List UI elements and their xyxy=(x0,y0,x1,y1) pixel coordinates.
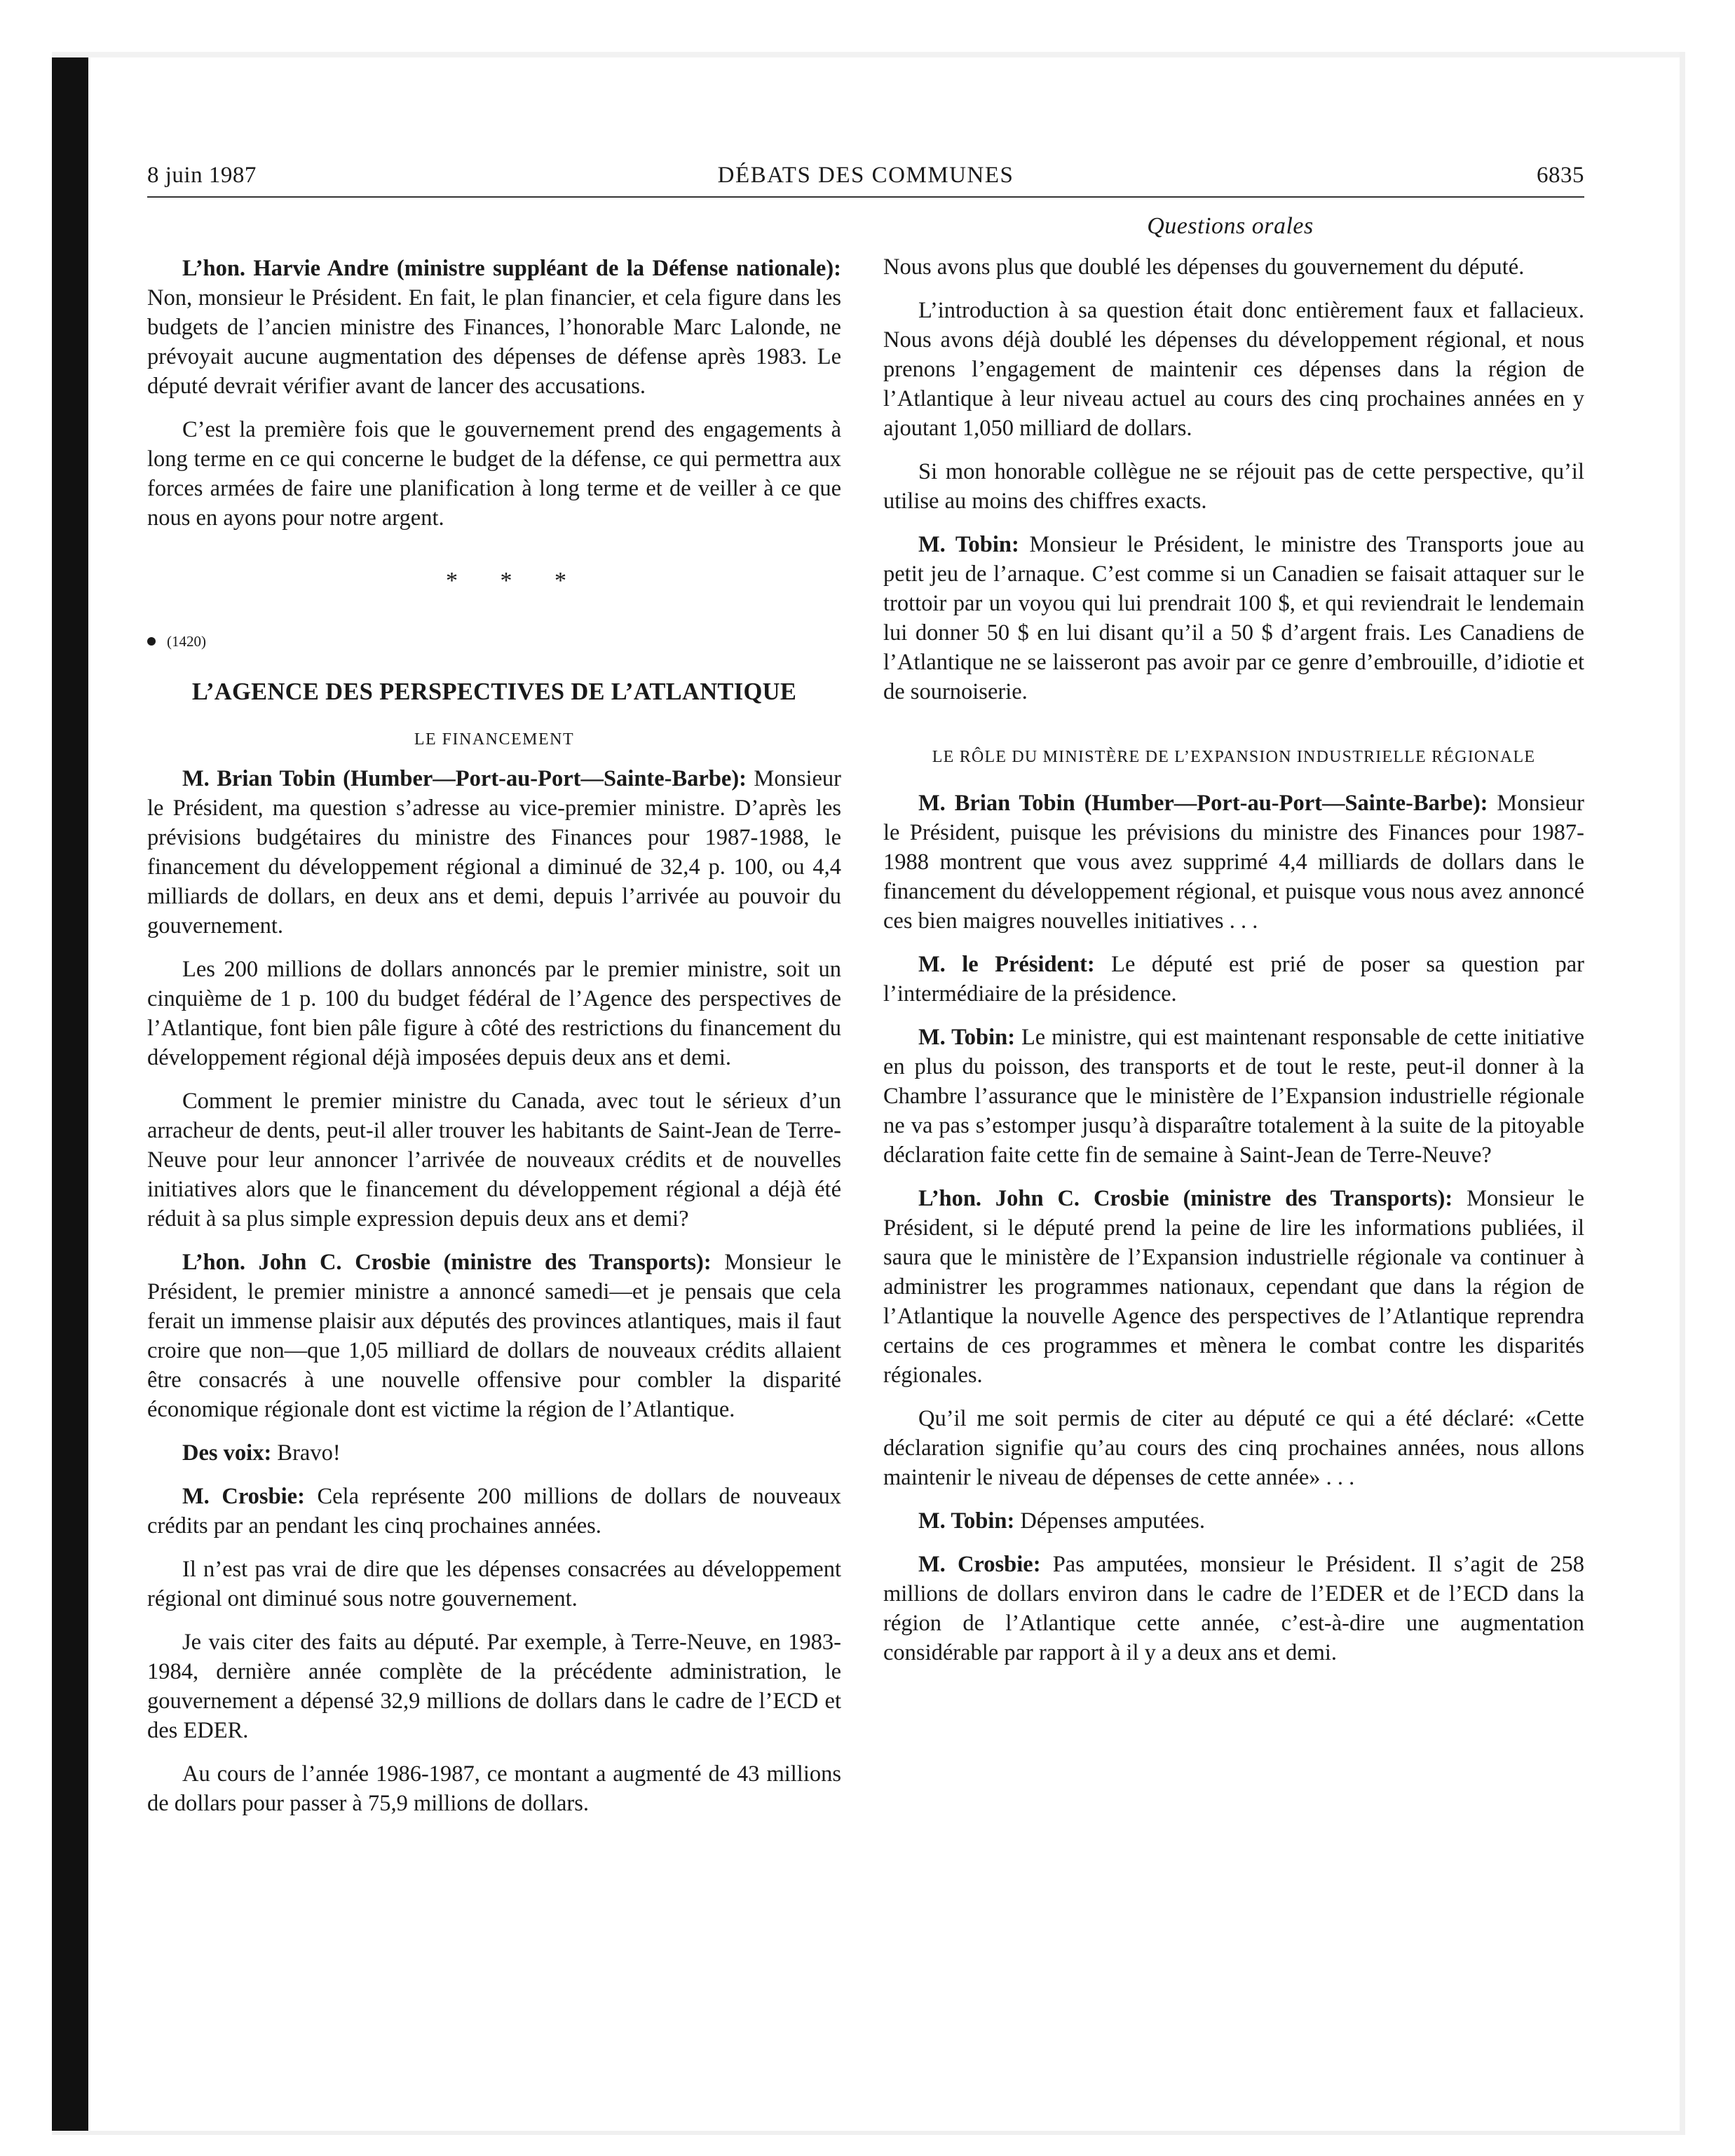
paragraph-text: Monsieur le Président, si le député prend la peine de lire les informations publiées, il saura que le ministère de l’Expansion industrielle régionale va continuer à administrer les programmes nationaux, cependant que dans la région de l’Atlantique la nouvelle Agence des perspectives de l’Atlantique reprendra certains de ces programmes et mènera le combat contre les disparités régionales. xyxy=(883,1186,1585,1388)
paragraph xyxy=(147,1248,841,1424)
scan-border-left xyxy=(52,52,88,2135)
paragraph-text: Cela représente 200 millions de dollars de nouveaux crédits par an pendant les cinq prochaines années. xyxy=(147,1484,842,1538)
paragraph-text: Dépenses amputées. xyxy=(1014,1508,1205,1534)
paragraph xyxy=(883,1506,1584,1536)
speaker-name: M. le Président: xyxy=(918,952,1095,977)
paragraph xyxy=(883,1023,1584,1170)
scan-border-top xyxy=(52,52,1685,57)
paragraph xyxy=(883,1404,1584,1492)
topic-heading: L’AGENCE DES PERSPECTIVES DE L’ATLANTIQUE xyxy=(191,678,797,705)
paragraph xyxy=(147,1555,841,1613)
speaker-name: M. Crosbie: xyxy=(182,1484,305,1509)
paragraph xyxy=(883,457,1584,516)
scan-border-bottom xyxy=(52,2131,1685,2135)
paragraph-text: Comment le premier ministre du Canada, avec tout le sérieux d’un arracheur de dents, peut-il aller trouver les habitants de Saint-Jean de Terre-Neuve pour leur annoncer l’arrivée de nouveaux crédits et de nouvelles initiatives alors que le financement du développement régional a déjà été réduit à sa plus simple expression depuis deux ans et demi? xyxy=(147,1089,841,1231)
document-page xyxy=(147,163,1584,2111)
header-publication: DÉBATS DES COMMUNES xyxy=(717,163,1014,188)
paragraph xyxy=(883,530,1584,707)
header-page-number: 6835 xyxy=(1537,163,1584,188)
paragraph xyxy=(147,1438,841,1468)
paragraph xyxy=(147,1086,841,1234)
header-rule xyxy=(147,196,1584,198)
paragraph-text: Monsieur le Président, ma question s’adresse au vice-premier ministre. D’après les prévisions budgétaires du ministre des Finances pour 1987-1988, le financement du développement régional a diminué de 32,4 p. 100, ou 4,4 milliards de dollars, en deux ans et demi, depuis l’arrivée au pouvoir du gouvernement. xyxy=(147,766,842,939)
paragraph xyxy=(883,296,1584,443)
speaker-name: L’hon. John C. Crosbie (ministre des Transports): xyxy=(182,1250,712,1275)
speaker-name: M. Brian Tobin (Humber—Port-au-Port—Sainte-Barbe): xyxy=(918,791,1488,816)
paragraph-text: Au cours de l’année 1986-1987, ce montant a augmenté de 43 millions de dollars pour passer à 75,9 millions de dollars. xyxy=(147,1761,841,1816)
paragraph-text: Si mon honorable collègue ne se réjouit pas de cette perspective, qu’il utilise au moins des chiffres exacts. xyxy=(883,459,1584,514)
paragraph xyxy=(883,1184,1584,1390)
paragraph-text: Monsieur le Président, le ministre des Transports joue au petit jeu de l’arnaque. C’est comme si un Canadien se faisait attaquer sur le trottoir par un voyou qui lui prendrait 100 $, et qui reviendrait le lendemain lui donner 50 $ en lui disant qu’il a 50 $ d’argent frais. Les Canadiens de l’Atlantique ne se laisseront pas avoir par ce genre d’embrouille, d’idiotie et de sournoiserie. xyxy=(883,532,1584,704)
paragraph-text: Pas amputées, monsieur le Président. Il s’agit de 258 millions de dollars environ dans le cadre de l’EDER et de l’ECD dans la région de l’Atlantique cette année, c’est-à-dire une augmentation considérable par rapport à il y a deux ans et demi. xyxy=(883,1552,1584,1665)
paragraph-text: Les 200 millions de dollars annoncés par le premier ministre, soit un cinquième de 1 p. 100 du budget fédéral de l’Agence des perspectives de l’Atlantique, font bien pâle figure à côté des restrictions du financement du développement régional déjà imposées depuis deux ans et demi. xyxy=(147,957,841,1070)
paragraph-text: Non, monsieur le Président. En fait, le plan financier, et cela figure dans les budgets de l’ancien ministre des Finances, l’honorable Marc Lalonde, ne prévoyait aucune augmentation des dépenses de défense après 1983. Le député devrait vérifier avant de lancer des accusations. xyxy=(147,285,841,399)
section-title: Questions orales xyxy=(1147,213,1314,239)
paragraph-text: Bravo! xyxy=(271,1440,341,1466)
paragraph xyxy=(147,1759,841,1818)
paragraph-text: Monsieur le Président, le premier ministre a annoncé samedi—et je pensais que cela ferait un immense plaisir aux députés des provinces atlantiques, mais il faut croire que non—que 1,05 milliard de dollars de nouveaux crédits allaient être consacrés à une nouvelle offensive pour combler la disparité économique régionale dont est victime la région de l’Atlantique. xyxy=(147,1250,842,1422)
paragraph xyxy=(147,1628,841,1745)
paragraph xyxy=(147,764,841,941)
paragraph-text: Le député est prié de poser sa question par l’intermédiaire de la présidence. xyxy=(883,952,1584,1007)
paragraph xyxy=(883,950,1584,1009)
paragraph-text: Le ministre, qui est maintenant responsable de cette initiative en plus du poisson, des transports et de tout le reste, peut-il donner à la Chambre l’assurance que le ministère de l’Expansion industrielle régionale ne va pas s’estomper jusqu’à disparaître totalement à la suite de la pitoyable déclaration faite cette fin de semaine à Saint-Jean de Terre-Neuve? xyxy=(883,1025,1584,1168)
paragraph-text: Qu’il me soit permis de citer au député ce qui a été déclaré: «Cette déclaration signifie qu’au cours des cinq prochaines années, nous allons maintenir le niveau de dépenses de cette année» . . . xyxy=(883,1406,1584,1490)
paragraph xyxy=(147,1482,841,1541)
speaker-name: L’hon. John C. Crosbie (ministre des Transports): xyxy=(918,1186,1453,1211)
paragraph xyxy=(147,955,841,1072)
right-column xyxy=(883,252,1584,1681)
speaker-name: L’hon. Harvie Andre (ministre suppléant de la Défense nationale): xyxy=(182,256,841,281)
speaker-name: Des voix: xyxy=(182,1440,272,1466)
bullet-icon xyxy=(147,637,156,646)
paragraph xyxy=(883,1550,1584,1667)
paragraph-text: Je vais citer des faits au député. Par exemple, à Terre-Neuve, en 1983-1984, dernière année complète de la précédente administration, le gouvernement a dépensé 32,9 millions de dollars dans le cadre de l’ECD et des EDER. xyxy=(147,1630,841,1743)
speaker-name: M. Tobin: xyxy=(918,1025,1016,1050)
subtopic-heading: LE RÔLE DU MINISTÈRE DE L’EXPANSION INDUSTRIELLE RÉGIONALE xyxy=(932,748,1536,766)
paragraph xyxy=(147,254,841,401)
section-separator: * * * xyxy=(446,568,585,594)
timestamp-text: (1420) xyxy=(167,633,206,650)
paragraph xyxy=(883,252,1584,282)
scan-border-right xyxy=(1680,52,1685,2135)
header-date: 8 juin 1987 xyxy=(147,163,257,188)
paragraph-text: C’est la première fois que le gouvernement prend des engagements à long terme en ce qui concerne le budget de la défense, ce qui permettra aux forces armées de faire une planification à long terme et de veiller à ce que nous en ayons pour notre argent. xyxy=(147,417,841,531)
paragraph-text: Il n’est pas vrai de dire que les dépenses consacrées au développement régional ont diminué sous notre gouvernement. xyxy=(147,1557,841,1611)
page-header xyxy=(147,163,1584,196)
subtopic-heading: LE FINANCEMENT xyxy=(414,730,575,749)
speaker-name: M. Tobin: xyxy=(918,532,1019,557)
paragraph xyxy=(883,789,1584,936)
paragraph-text: L’introduction à sa question était donc entièrement faux et fallacieux. Nous avons déjà doublé les dépenses du développement régional, et nous prenons l’engagement de maintenir ces dépenses dans la région de l’Atlantique à leur niveau actuel au cours des cinq prochaines années en y ajoutant 1,050 milliard de dollars. xyxy=(883,298,1584,441)
speaker-name: M. Brian Tobin (Humber—Port-au-Port—Sainte-Barbe): xyxy=(182,766,747,791)
left-column xyxy=(147,254,841,1832)
timestamp-marker xyxy=(147,627,841,656)
paragraph-text: Nous avons plus que doublé les dépenses du gouvernement du député. xyxy=(883,254,1525,280)
speaker-name: M. Tobin: xyxy=(918,1508,1015,1534)
paragraph-text: Monsieur le Président, puisque les prévisions du ministre des Finances pour 1987-1988 montrent que vous avez supprimé 4,4 milliards de dollars dans le financement du développement régional, et puisque vous nous avez annoncé ces bien maigres nouvelles initiatives . . . xyxy=(883,791,1585,934)
paragraph xyxy=(147,415,841,533)
speaker-name: M. Crosbie: xyxy=(918,1552,1041,1577)
